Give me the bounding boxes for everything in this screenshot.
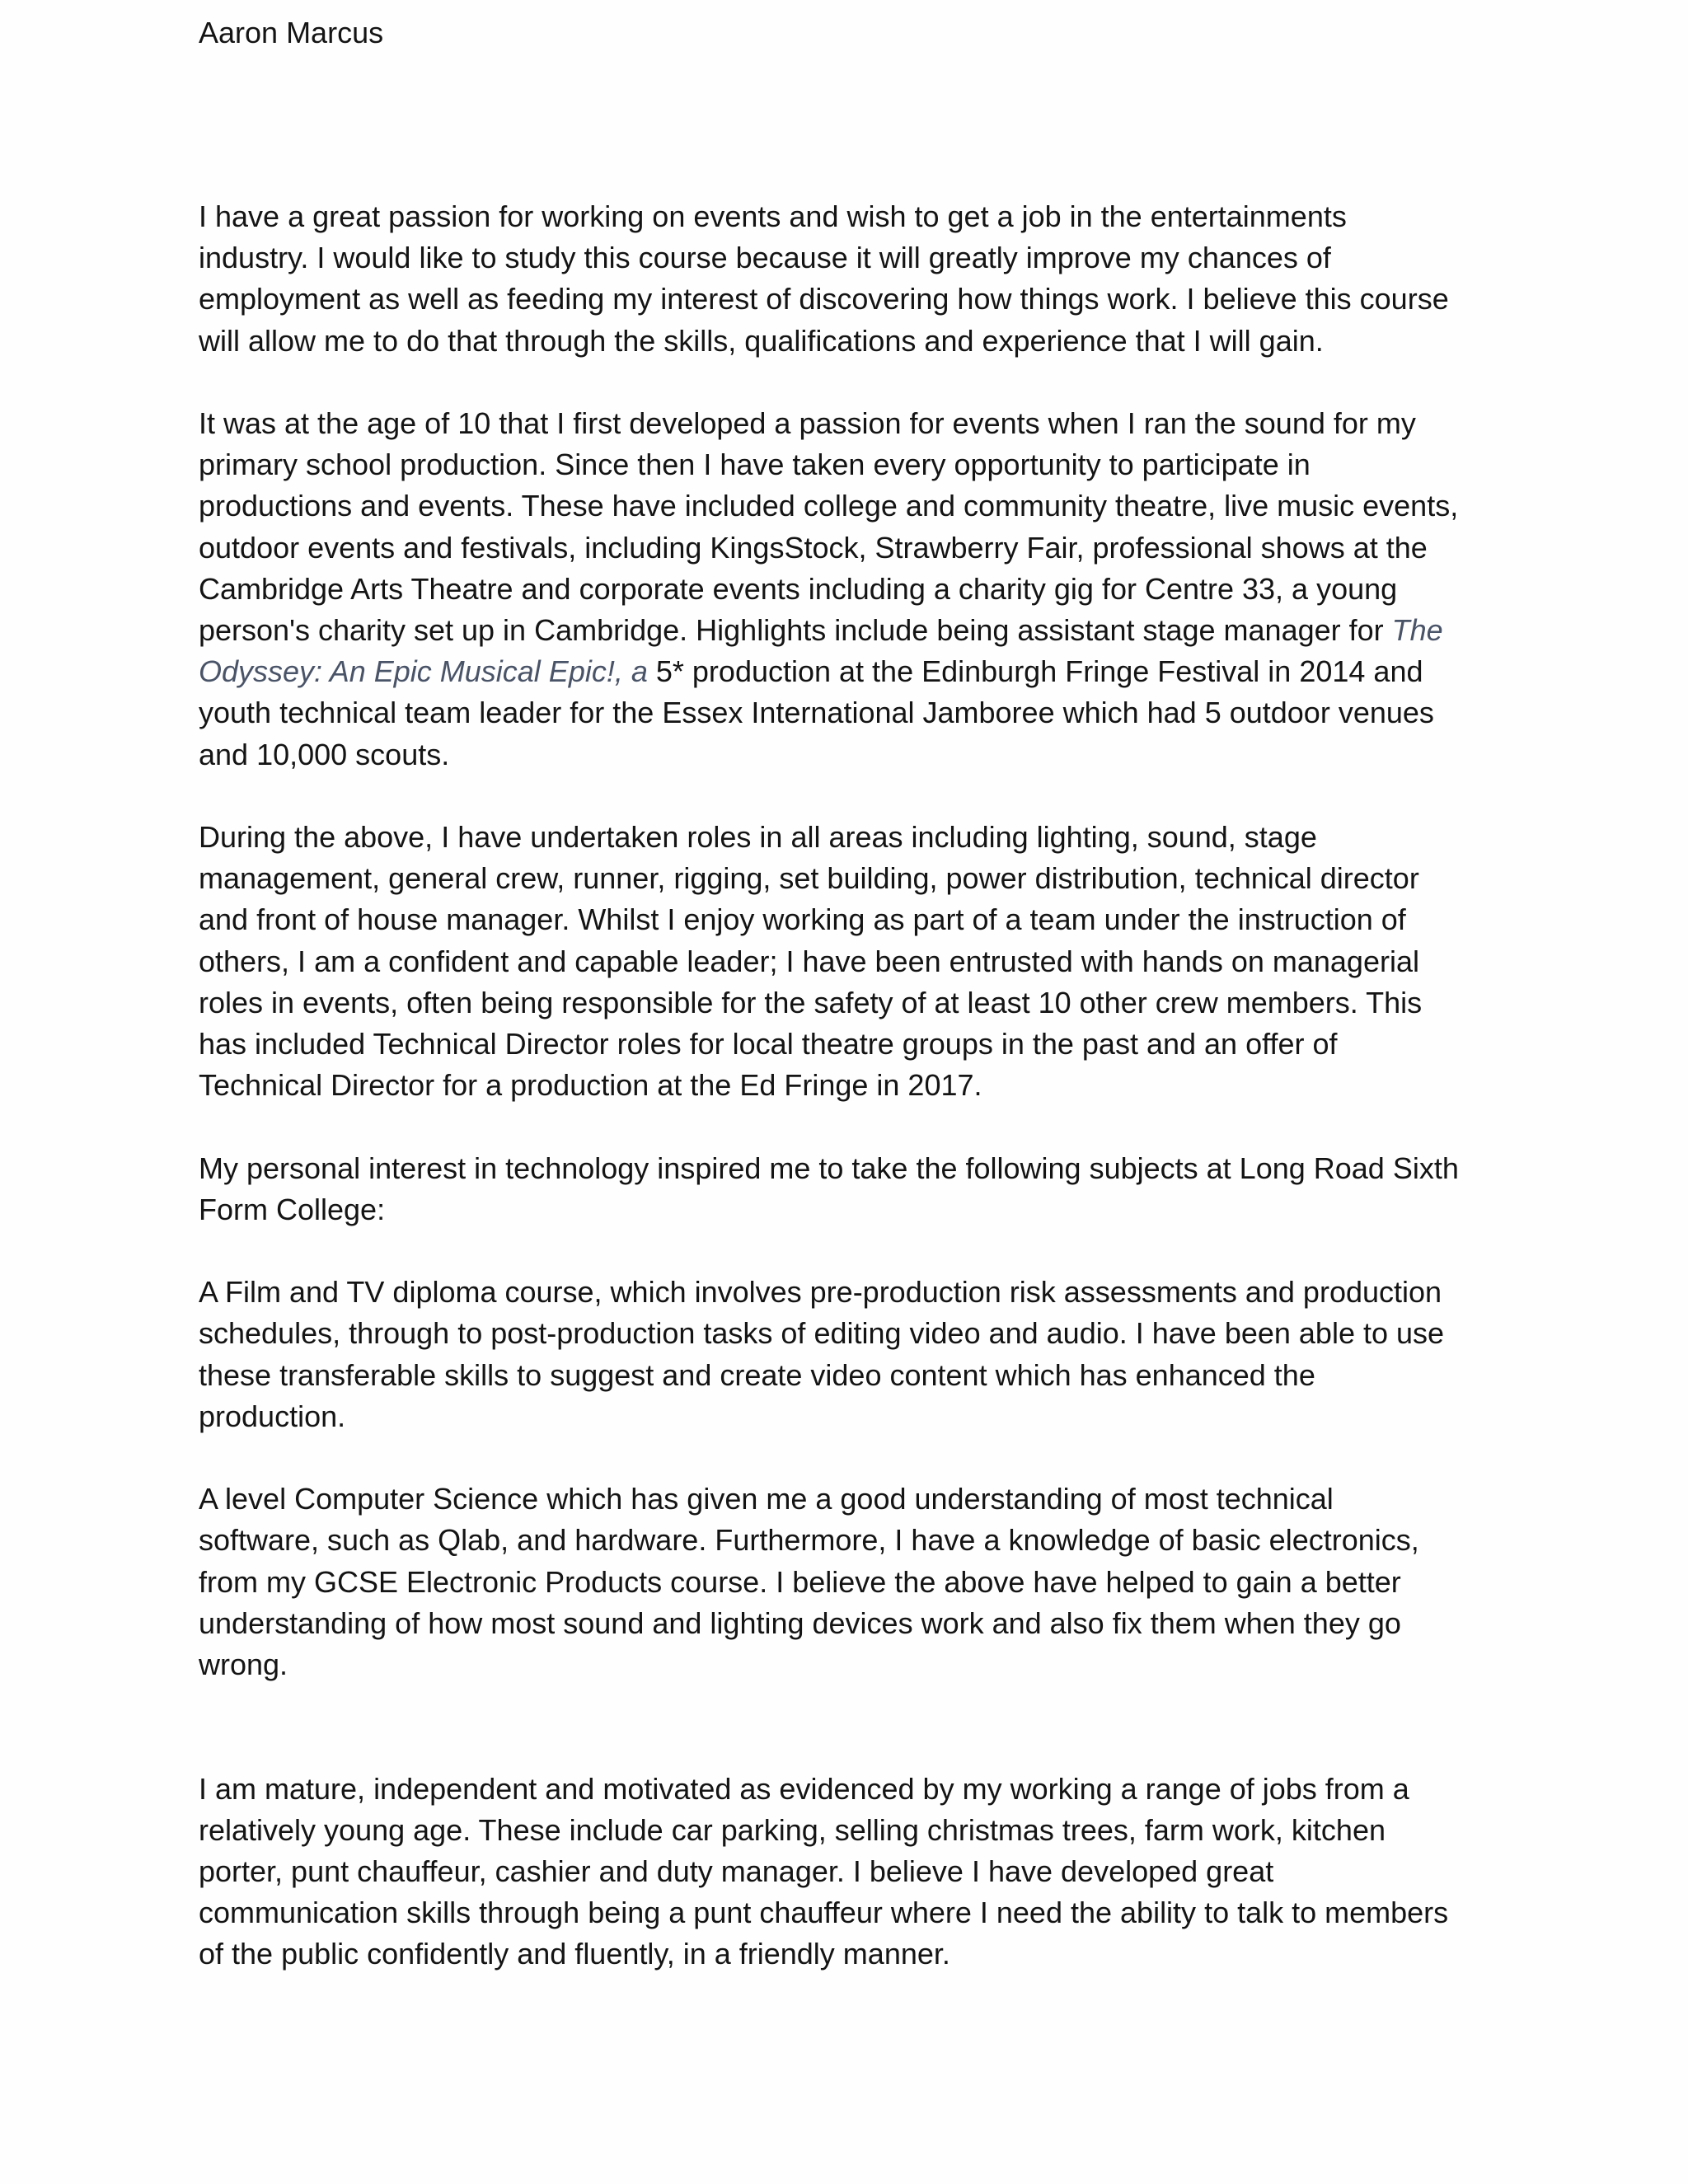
text-line: productions and events. These have included college and community theatre, live music events,: [199, 489, 1459, 523]
paragraph-work-experience: [199, 1769, 1501, 1975]
text-line: industry. I would like to study this course because it will greatly improve my chances of: [199, 241, 1331, 275]
text-line: My personal interest in technology inspired me to take the following subjects at Long Road Sixth: [199, 1151, 1459, 1185]
paragraph-subjects: [199, 1148, 1501, 1230]
paragraph-gap: [199, 776, 1501, 817]
text-line: has included Technical Director roles for local theatre groups in the past and an offer of: [199, 1027, 1338, 1062]
paragraph-gap: [199, 1685, 1501, 1768]
text-line: A level Computer Science which has given me a good understanding of most technical: [199, 1482, 1334, 1516]
text-line: outdoor events and festivals, including KingsStock, Strawberry Fair, professional shows at the: [199, 530, 1428, 565]
paragraph-film-tv: [199, 1272, 1501, 1437]
text-span: 5* production at the Edinburgh Fringe Festival in 2014 and: [647, 654, 1423, 689]
text-line: these transferable skills to suggest and create video content which has enhanced the: [199, 1357, 1315, 1392]
text-line: I have a great passion for working on events and wish to get a job in the entertainments: [199, 199, 1347, 233]
paragraph-gap: [199, 1437, 1501, 1479]
text-line: wrong.: [199, 1647, 288, 1682]
paragraph-computer-science: [199, 1479, 1501, 1685]
text-line: [199, 651, 1501, 692]
text-line: Technical Director for a production at the Ed Fringe in 2017.: [199, 1068, 982, 1103]
text-line: production.: [199, 1399, 346, 1433]
text-line: employment as well as feeding my interest of discovering how things work. I believe this course: [199, 282, 1449, 316]
statement-body: [199, 196, 1501, 1975]
text-line: and front of house manager. Whilst I enjoy working as part of a team under the instruction of: [199, 902, 1406, 937]
paragraph-intro: [199, 196, 1501, 362]
text-line: primary school production. Since then I have taken every opportunity to participate in: [199, 448, 1311, 482]
text-line: Form College:: [199, 1192, 386, 1226]
author-name: Aaron Marcus: [199, 16, 384, 49]
text-line: understanding of how most sound and lighting devices work and also fix them when they go: [199, 1605, 1401, 1640]
paragraph-gap: [199, 1106, 1501, 1147]
paragraph-roles: [199, 817, 1501, 1106]
text-line: [199, 610, 1501, 651]
text-line: and 10,000 scouts.: [199, 737, 450, 771]
text-line: roles in events, often being responsible for the safety of at least 10 other crew members. This: [199, 985, 1423, 1019]
text-line: Cambridge Arts Theatre and corporate events including a charity gig for Centre 33, a young: [199, 571, 1398, 606]
paragraph-experience: [199, 403, 1501, 776]
paragraph-gap: [199, 362, 1501, 403]
text-line: youth technical team leader for the Essex International Jamboree which had 5 outdoor venues: [199, 696, 1434, 730]
text-line: schedules, through to post-production tasks of editing video and audio. I have been able to use: [199, 1316, 1445, 1351]
production-title: The: [1391, 613, 1443, 648]
text-line: During the above, I have undertaken roles in all areas including lighting, sound, stage: [199, 820, 1317, 855]
text-line: of the public confidently and fluently, in a friendly manner.: [199, 1937, 950, 1971]
production-title: Odyssey: An Epic Musical Epic!, a: [199, 654, 648, 689]
paragraph-gap: [199, 1230, 1501, 1272]
text-span: person's charity set up in Cambridge. Highlights include being assistant stage manager for: [199, 613, 1392, 648]
text-line: others, I am a confident and capable leader; I have been entrusted with hands on managerial: [199, 944, 1419, 978]
text-line: management, general crew, runner, rigging, set building, power distribution, technical director: [199, 861, 1419, 896]
text-line: I am mature, independent and motivated as evidenced by my working a range of jobs from a: [199, 1771, 1409, 1806]
text-line: software, such as Qlab, and hardware. Furthermore, I have a knowledge of basic electronics,: [199, 1523, 1419, 1558]
text-line: will allow me to do that through the skills, qualifications and experience that I will gain.: [199, 323, 1324, 358]
text-line: It was at the age of 10 that I first developed a passion for events when I ran the sound for my: [199, 406, 1416, 440]
text-line: communication skills through being a punt chauffeur where I need the ability to talk to members: [199, 1896, 1449, 1930]
text-line: from my GCSE Electronic Products course. I believe the above have helped to gain a better: [199, 1564, 1401, 1599]
text-line: relatively young age. These include car parking, selling christmas trees, farm work, kitchen: [199, 1812, 1386, 1847]
text-line: A Film and TV diploma course, which involves pre-production risk assessments and production: [199, 1275, 1442, 1310]
text-line: porter, punt chauffeur, cashier and duty manager. I believe I have developed great: [199, 1854, 1274, 1889]
